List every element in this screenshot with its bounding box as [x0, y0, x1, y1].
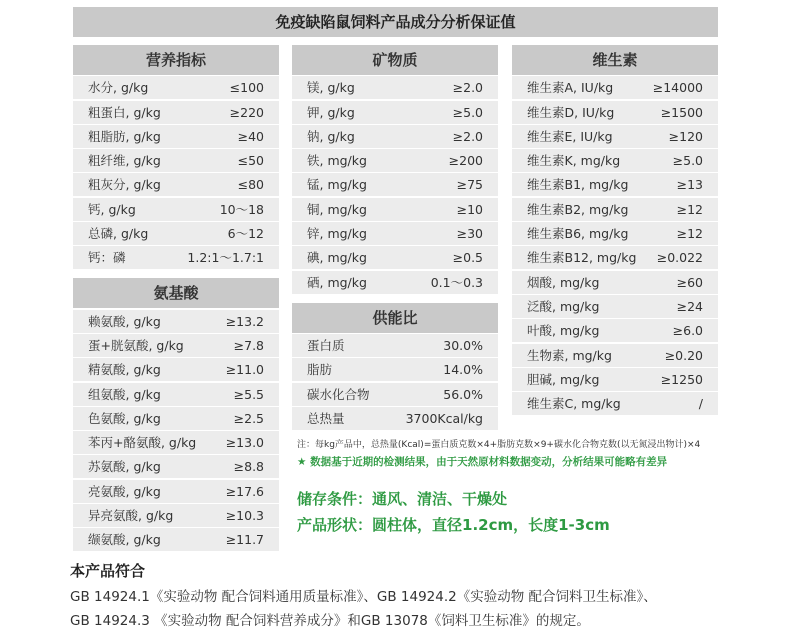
table-row	[73, 334, 279, 357]
standards-line-2: GB 14924.3 《实验动物 配合饲料营养成分》和GB 13078《饲料卫生标准》的规定。	[70, 613, 590, 629]
standards-line-1: GB 14924.1《实验动物 配合饲料通用质量标准》、GB 14924.2《实验动物 配合饲料卫生标准》、	[70, 589, 657, 605]
page-title: 免疫缺陷鼠饲料产品成分分析保证值	[73, 7, 718, 37]
table-row	[292, 271, 498, 294]
row-value: ≥8.8	[233, 459, 264, 475]
row-value: ≥13.0	[225, 435, 264, 451]
table-row	[512, 392, 718, 415]
table-row	[512, 222, 718, 245]
table-row	[73, 198, 279, 221]
row-label: 水分, g/kg	[88, 80, 149, 96]
row-label: 维生素B6, mg/kg	[527, 226, 629, 242]
row-label: 维生素D, IU/kg	[527, 104, 615, 120]
row-label: 亮氨酸, g/kg	[88, 483, 161, 499]
row-value: ≥0.20	[664, 347, 703, 363]
row-label: 镁, g/kg	[307, 80, 355, 96]
row-value: ≥2.0	[452, 128, 483, 144]
table-row	[73, 431, 279, 454]
table-row	[292, 222, 498, 245]
row-label: 蛋白质	[307, 337, 345, 353]
table-row	[512, 246, 718, 269]
row-value: ≥2.0	[452, 80, 483, 96]
row-value: ≤50	[237, 153, 264, 169]
row-value: ≥5.0	[452, 104, 483, 120]
row-value: ≥0.5	[452, 250, 483, 266]
table-row	[292, 198, 498, 221]
formula-note: 注：每kg产品中，总热量(Kcal)=蛋白质克数×4+脂肪克数×9+碳水化合物克数(以无氮浸出物计)×4	[297, 440, 701, 450]
energy-rows	[292, 334, 498, 430]
row-label: 叶酸, mg/kg	[527, 323, 600, 339]
nutrition-header: 营养指标	[73, 45, 279, 75]
row-label: 泛酸, mg/kg	[527, 298, 600, 314]
standards-title: 本产品符合	[70, 562, 146, 580]
row-label: 色氨酸, g/kg	[88, 410, 161, 426]
amino-header: 氨基酸	[73, 278, 279, 308]
row-value: ≥5.0	[672, 153, 703, 169]
row-value: 14.0%	[443, 362, 483, 378]
column-gap	[73, 269, 279, 278]
row-label: 维生素A, IU/kg	[527, 80, 614, 96]
row-value: ≥40	[237, 128, 264, 144]
table-row	[292, 358, 498, 381]
row-value: ≥12	[676, 201, 703, 217]
row-label: 粗脂肪, g/kg	[88, 128, 161, 144]
row-value: ≥14000	[652, 80, 703, 96]
row-label: 铁, mg/kg	[307, 153, 367, 169]
table-row	[512, 149, 718, 172]
row-value: 3700Kcal/kg	[405, 410, 483, 426]
row-value: ≥60	[676, 274, 703, 290]
row-value: ≥2.5	[233, 410, 264, 426]
table-row	[292, 76, 498, 99]
table-row	[73, 455, 279, 478]
row-value: ≥10.3	[225, 508, 264, 524]
energy-header: 供能比	[292, 303, 498, 333]
row-label: 碘, mg/kg	[307, 250, 367, 266]
table-row	[512, 344, 718, 367]
row-label: 苯丙+酪氨酸, g/kg	[88, 435, 197, 451]
row-value: ≥1500	[660, 104, 703, 120]
vitamins-rows	[512, 76, 718, 415]
table-row	[512, 271, 718, 294]
nutrition-rows	[73, 76, 279, 269]
table-row	[292, 383, 498, 406]
table-row	[73, 149, 279, 172]
table-row	[512, 76, 718, 99]
table-row	[512, 101, 718, 124]
row-label: 硒, mg/kg	[307, 274, 367, 290]
table-row	[512, 295, 718, 318]
column-gap	[292, 294, 498, 303]
table-row	[73, 480, 279, 503]
row-label: 异亮氨酸, g/kg	[88, 508, 174, 524]
row-value: ≤80	[237, 177, 264, 193]
table-row	[73, 173, 279, 196]
row-value: ≥1250	[660, 371, 703, 387]
table-row	[73, 504, 279, 527]
row-label: 粗灰分, g/kg	[88, 177, 161, 193]
row-value: 10～18	[219, 201, 264, 217]
row-value: ≥13.2	[225, 313, 264, 329]
table-row	[73, 101, 279, 124]
row-value: ≥120	[668, 128, 703, 144]
minerals-header: 矿物质	[292, 45, 498, 75]
row-label: 精氨酸, g/kg	[88, 362, 161, 378]
row-value: 56.0%	[443, 386, 483, 402]
row-value: ≥0.022	[656, 250, 703, 266]
row-value: ≥5.5	[233, 386, 264, 402]
nutrition-amino-column	[73, 45, 279, 551]
row-label: 钠, g/kg	[307, 128, 355, 144]
row-label: 维生素C, mg/kg	[527, 396, 621, 412]
table-row	[512, 173, 718, 196]
table-row	[73, 528, 279, 551]
row-label: 锌, mg/kg	[307, 226, 367, 242]
row-label: 缬氨酸, g/kg	[88, 532, 161, 548]
row-label: 胆碱, mg/kg	[527, 371, 600, 387]
row-value: 0.1～0.3	[430, 274, 483, 290]
table-row	[512, 368, 718, 391]
row-label: 蛋+胱氨酸, g/kg	[88, 337, 184, 353]
vitamins-column	[512, 45, 718, 415]
table-row	[512, 198, 718, 221]
disclaimer-note: ★ 数据基于近期的检测结果，由于天然原材料数据变动，分析结果可能略有差异	[297, 456, 668, 468]
row-value: ≥17.6	[225, 483, 264, 499]
table-row	[292, 101, 498, 124]
table-row	[73, 407, 279, 430]
row-value: ≥220	[229, 104, 264, 120]
row-value: 30.0%	[443, 337, 483, 353]
vitamins-header: 维生素	[512, 45, 718, 75]
row-value: ≥10	[456, 201, 483, 217]
row-label: 钙：磷	[88, 250, 126, 266]
row-value: ≤100	[229, 80, 264, 96]
row-value: ≥13	[676, 177, 703, 193]
row-value: ≥24	[676, 298, 703, 314]
row-label: 生物素, mg/kg	[527, 347, 612, 363]
row-value: 1.2:1～1.7:1	[187, 250, 264, 266]
row-value: 6～12	[227, 226, 264, 242]
table-row	[292, 334, 498, 357]
table-row	[73, 246, 279, 269]
row-value: ≥11.7	[225, 532, 264, 548]
table-row	[73, 310, 279, 333]
row-value: ≥30	[456, 226, 483, 242]
storage-conditions: 储存条件：通风、清洁、干燥处	[297, 490, 508, 508]
minerals-energy-column	[292, 45, 498, 430]
row-label: 脂肪	[307, 362, 333, 378]
row-value: ≥6.0	[672, 323, 703, 339]
amino-rows	[73, 310, 279, 552]
row-label: 维生素B1, mg/kg	[527, 177, 629, 193]
row-value: ≥12	[676, 226, 703, 242]
row-label: 维生素B12, mg/kg	[527, 250, 637, 266]
minerals-rows	[292, 76, 498, 293]
row-label: 烟酸, mg/kg	[527, 274, 600, 290]
table-row	[292, 173, 498, 196]
row-value: ≥200	[448, 153, 483, 169]
table-row	[512, 125, 718, 148]
row-label: 钾, g/kg	[307, 104, 355, 120]
table-row	[73, 383, 279, 406]
row-label: 钙, g/kg	[88, 201, 136, 217]
table-row	[292, 407, 498, 430]
table-row	[73, 76, 279, 99]
row-label: 维生素E, IU/kg	[527, 128, 613, 144]
row-label: 赖氨酸, g/kg	[88, 313, 161, 329]
row-value: ≥7.8	[233, 337, 264, 353]
table-row	[73, 125, 279, 148]
row-label: 维生素K, mg/kg	[527, 153, 621, 169]
table-row	[73, 222, 279, 245]
row-label: 粗纤维, g/kg	[88, 153, 161, 169]
table-row	[512, 319, 718, 342]
row-label: 锰, mg/kg	[307, 177, 367, 193]
row-label: 维生素B2, mg/kg	[527, 201, 629, 217]
row-label: 铜, mg/kg	[307, 201, 367, 217]
product-shape: 产品形状：圆柱体，直径1.2cm，长度1-3cm	[297, 516, 610, 534]
row-label: 粗蛋白, g/kg	[88, 104, 161, 120]
row-label: 碳水化合物	[307, 386, 370, 402]
table-row	[73, 358, 279, 381]
row-label: 苏氨酸, g/kg	[88, 459, 161, 475]
row-value: ≥11.0	[225, 362, 264, 378]
row-value: ≥75	[456, 177, 483, 193]
row-value: /	[698, 396, 703, 412]
table-row	[292, 149, 498, 172]
table-row	[292, 246, 498, 269]
table-row	[292, 125, 498, 148]
row-label: 组氨酸, g/kg	[88, 386, 161, 402]
row-label: 总热量	[307, 410, 345, 426]
row-label: 总磷, g/kg	[88, 226, 149, 242]
